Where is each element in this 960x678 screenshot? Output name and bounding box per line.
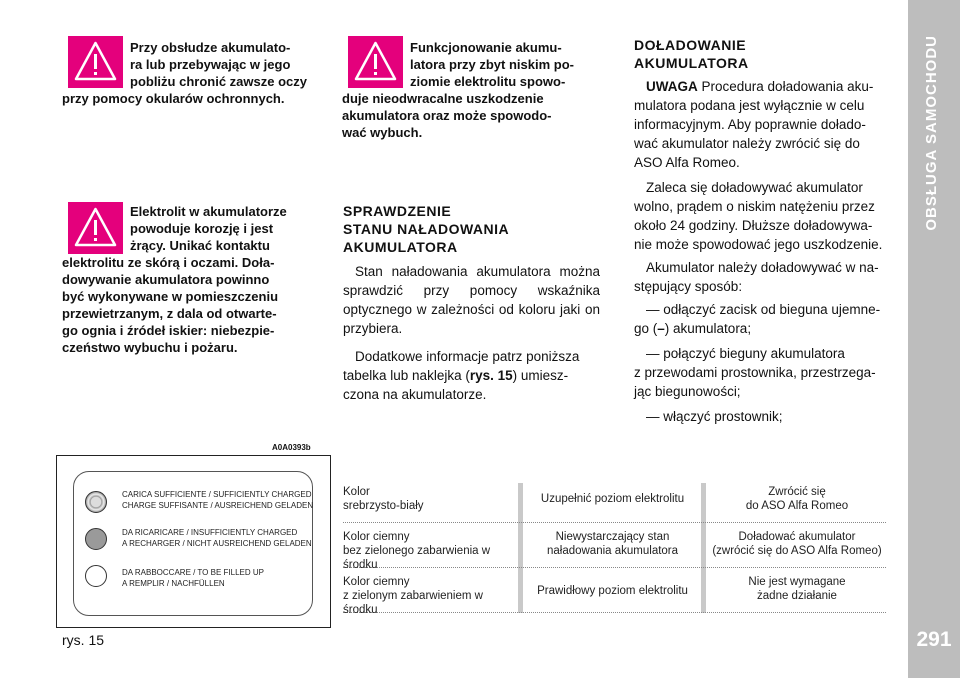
table-cell: Prawidłowy poziom elektrolitu [537, 585, 688, 597]
warning-icon [68, 36, 123, 88]
figure-code: A0A0393b [272, 443, 311, 452]
charge-note: UWAGA Procedura doładowania aku- mulatora podana jest wyłącznie w celu informacyjnym. Aby poprawnie dołado- wać akumulator należy zwrócić się do ASO Alfa Romeo. [634, 79, 874, 170]
note-label: UWAGA [646, 79, 698, 94]
warning-text-1a: Przy obsłudze akumulato- ra lub przebywając w jego pobliżu chronić zawsze oczy [130, 40, 307, 89]
charge-step-1: — odłączyć zacisk od bieguna ujemne- go (–) akumulatora; [634, 302, 881, 336]
check-paragraph-1: Stan naładowania akumulatora można sprawdzić przy pomocy wskaźnika optycznego w zależności od koloru jaki on przybiera. [343, 264, 600, 336]
check-paragraph-2: Dodatkowe informacje patrz poniższa tabelka lub naklejka (rys. 15) umiesz- czona na akumulatorze. [343, 349, 580, 402]
charge-paragraph-3: Akumulator należy doładowywać w na- stępujący sposób: [634, 260, 879, 294]
table-cell: Kolor ciemny bez zielonego zabarwienia w środku [343, 531, 491, 571]
table-cell: Nie jest wymagane żadne działanie [748, 576, 846, 602]
indicator-light-icon [85, 491, 107, 513]
table-divider [701, 483, 706, 613]
table-cell: Kolor srebrzysto-biały [343, 486, 424, 512]
charge-heading: DOŁADOWANIE AKUMULATORA [634, 37, 749, 71]
figure-caption: rys. 15 [62, 632, 105, 648]
warning-text-3b: elektrolitu ze skórą i oczami. Doła- dowywanie akumulatora powinno być wykonywane w pomieszczeniu przewietrzanym, z dala od otwarte- go ognia i źródeł iskier: niebezpie- czeństwo wybuchu i pożaru. [62, 255, 279, 355]
charge-step-2: — połączyć bieguny akumulatora z przewodami prostownika, przestrzega- jąc biegunowości; [634, 346, 876, 399]
table-cell: Zwrócić się do ASO Alfa Romeo [745, 486, 849, 512]
charge-paragraph-2: Zaleca się doładowywać akumulator wolno, prądem o niskim natężeniu przez około 24 godziny. Dłuższe doładowywa- nie może spowodować jego uszkodzenie. [634, 180, 883, 252]
table-cell: Uzupełnić poziom elektrolitu [540, 493, 685, 505]
table-divider [518, 483, 523, 613]
indicator-dark-icon [85, 528, 107, 550]
figure-label-charged: CARICA SUFFICIENTE / SUFFICIENTLY CHARGED CHARGE SUFFISANTE / AUSREICHEND GELADEN [122, 490, 314, 510]
figure-label-recharge: DA RICARICARE / INSUFFICIENTLY CHARGED A RECHARGER / NICHT AUSREICHEND GELADEN [122, 528, 312, 548]
page-number: 291 [916, 628, 952, 651]
check-heading: SPRAWDZENIE STANU NAŁADOWANIA AKUMULATORA [343, 203, 510, 255]
warning-text-1b: przy pomocy okularów ochronnych. [62, 91, 285, 106]
figure-reference: rys. 15 [469, 368, 513, 383]
section-title: OBSŁUGA SAMOCHODU [923, 35, 940, 231]
warning-text-3a: Elektrolit w akumulatorze powoduje korozję i jest żrący. Unikać kontaktu [130, 204, 287, 253]
figure-label-fill: DA RABBOCCARE / TO BE FILLED UP A REMPLIR / NACHFÜLLEN [122, 568, 264, 588]
table-rule [343, 522, 886, 523]
warning-icon [68, 202, 123, 254]
warning-icon [348, 36, 403, 88]
table-cell: Kolor ciemny z zielonym zabarwieniem w środku [343, 576, 483, 616]
charge-step-3: — włączyć prostownik; [646, 409, 783, 424]
indicator-clear-icon [85, 565, 107, 587]
table-cell: Doładować akumulator (zwrócić się do ASO Alfa Romeo) [712, 531, 882, 557]
warning-text-2b: duje nieodwracalne uszkodzenie akumulatora oraz może spowodo- wać wybuch. [342, 91, 552, 140]
table-cell: Niewystarczający stan naładowania akumulatora [546, 531, 679, 557]
warning-text-2a: Funkcjonowanie akumu- latora przy zbyt niskim po- ziomie elektrolitu spowo- [410, 40, 574, 89]
